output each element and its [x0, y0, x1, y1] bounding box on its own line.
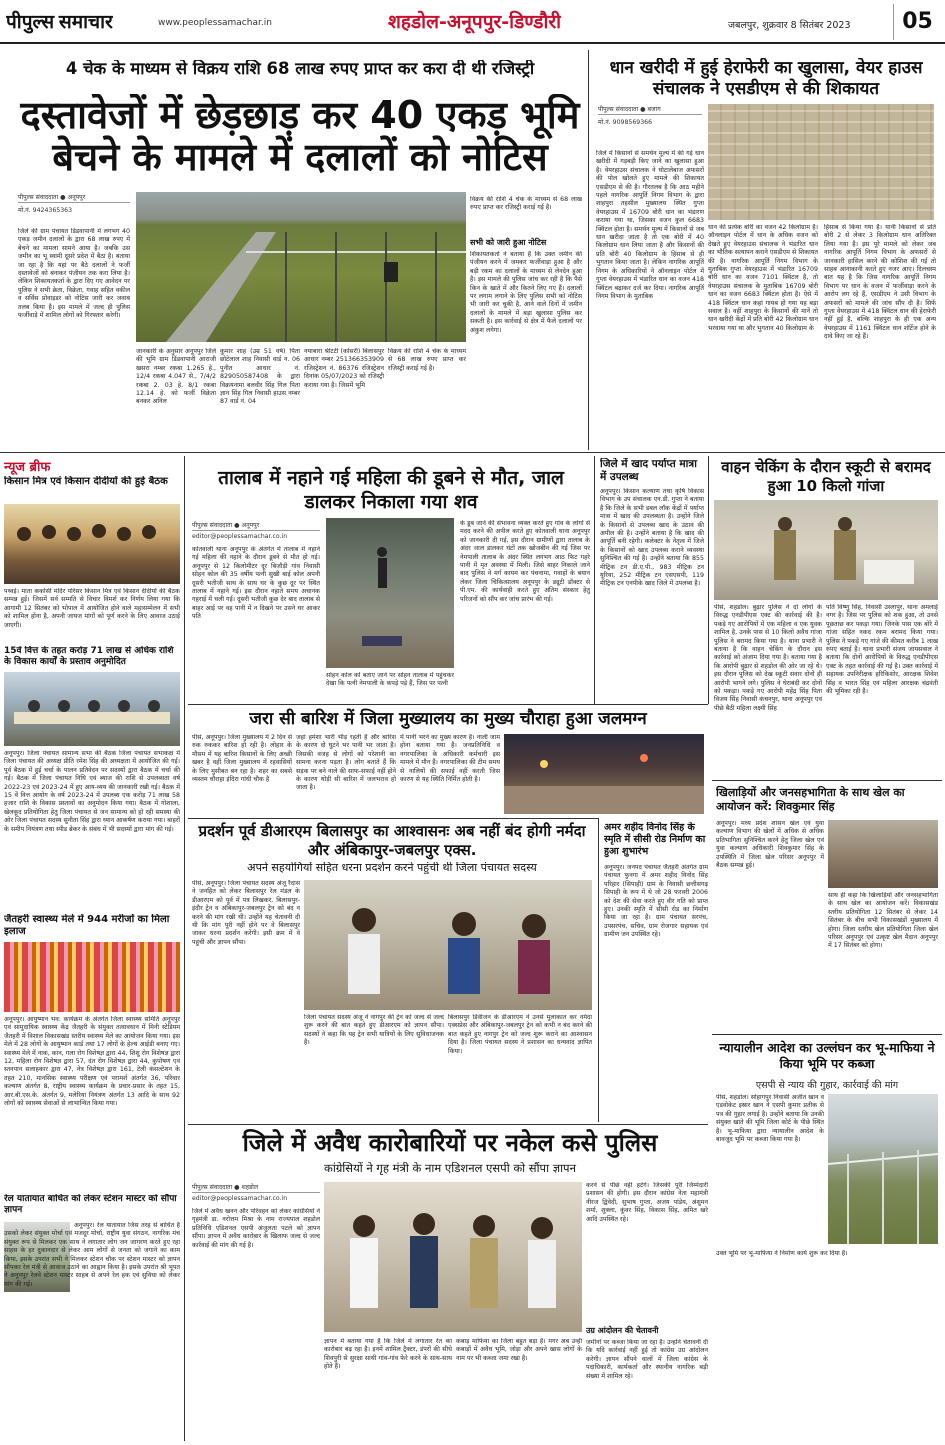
- divider: [0, 452, 945, 453]
- lead-kicker: 4 चेक के माध्यम से विक्रय राशि 68 लाख रुपए प्राप्त कर करा दी थी रजिस्ट्री: [65, 60, 535, 78]
- paddy-col1: जिले में किसानों से समर्थन मूल्य में की गई धान खरीदी में गड़बड़ी किए जाने का खुलासा हुआ है। वेयरहाउस संचालक ने घोटालेबाज अफसरों की पोल खोलते हुए मामले की शिकायत एसडीएम से की है। गौरतलब है कि आठ महीने पहले नागरिक आपूर्ति निगम विभाग के द्वारा शाहपुरा तहसील मुख्यालय स्थित गुप्ता वेयरहाउस में 16709 बोरी धान का भंडारण कराया गया था, जिसका वजन कुल 6683 क्विंटल होता है। समर्थन मूल्य में किसानों से जब धान खरीदा जाता है तो एक बोरी में 40 किलोग्राम धान लिया जाता है और किसानों की प्रति बोरी 40 किलोग्राम के हिसाब से ही भुगतान किया जाता है। लेकिन नागरिक आपूर्ति निगम के अधिकारियों ने ऑनलाइन पोर्टल में गुप्ता वेयरहाउस में भंडारित धान का वजन 418 क्विंटल बढ़ाकर दर्ज कर दिया। नागरिक आपूर्ति निगम विभाग के मुताबिक: [596, 150, 704, 300]
- protest-group-graphic: [304, 880, 592, 1010]
- byline-phone: मो.नं. 9424365363: [18, 207, 73, 214]
- lead-col5-intro: विक्रय की राशि 4 चेक के माध्यम से 68 लाख रुपए प्राप्त कर रजिस्ट्री कराई गई है।: [470, 196, 582, 212]
- brief-item2-text: अनूपपुर। जिला पंचायत सामान्य सभा की बैठक जिला पंचायत सभाकक्ष में जिला पंचायत की अध्यक्ष प्रीति रमेश सिंह की अध्यक्षता में आयोजित की गई। पूर्व बैठक में हुई चर्चा के पालन प्रतिवेदन पर सदस्यों द्वारा बैठक में चर्चा की गई। बैठक में जिला पंचायत निधि एवं ब्याज की राशि से उपलब्धता वर्ष 2022-23 एवं 2023-24 में हुए आय-व्यय की जानकारी रखी गई। बैठक में 15 वें वित्त आयोग के वर्ष 2023-24 में उपलब्ध एक करोड़ 71 लाख 58 हजार राशि के विकास प्रस्तावों का अनुमोदन किया गया। बैठक में गोशाला, खेलकूद प्रतियोगिता हेतु जिला पंचायत से जन सामान्य को हो रही समस्या की ओर जिला पंचायत सदस्य सुनीता सिंह द्वारा ध्यान आकर्षण कराया गया। बाहरों के समीप नियंत्रण तथा स्पीड ब्रेकर के संबंध में भी सदस्यों द्वारा मांग की गई।: [4, 750, 180, 833]
- byline-email: editor@peoplessamachar.co.in: [192, 1195, 288, 1202]
- fenced-plot-graphic: [828, 1094, 938, 1244]
- crime-col2: ज्ञापन में बताया गया है कि जिले में लगातार रेत का कारोबार बढ़ रहा है। इनमें शामिल ट्रैक्टर, डंपरों की सीधे शिवपुरी से सुरक्षा साथी गांव-गांव फेरे करने के साथ-साथ होते हैं।: [324, 1338, 452, 1371]
- meeting-hall-graphic: [4, 672, 180, 746]
- lead-col3: कुमार शाह (उम्र 51 वर्ष) पिता छोटेलाल शाह निवासी वार्ड न. 06 पुनीत आधार नं. 829050587408 के द्वारा विक्रयनामा बलवीर सिंह गिल पिता ज्ञान सिंह गिल निवासी हाउस नम्बर 87 वार्ड नं. 04: [220, 348, 300, 406]
- brief-item1-head: किसान मित्र एवं किसान दीदीयों की हुई बैठक: [4, 476, 168, 487]
- divider: [188, 1124, 708, 1125]
- land-headline: न्यायालीन आदेश का उल्लंघन कर भू-माफिया ने किया भूमि पर कब्जा: [719, 1040, 935, 1071]
- group-people-graphic: [4, 504, 180, 584]
- website: www.peoplessamachar.in: [158, 18, 272, 28]
- ganja-col1: पीसं, शहडोल। बुढ़ार पुलिस ने दो लोगों के विरुद्ध एनडीपीएस एक्ट की कार्रवाई की है। पकड़े गए आरोपियों में एक महिला व एक युवक शामिल है, उनके पास से 10 किलो अवैध गांजा पुलिस ने बरामद किया गया है। थाना प्रभारी ने बताया है कि वाहन चेकिंग के दौरान इस कार्रवाई को अंजाम दिया गया है। बताया गया है कि आरोपी बुढ़ार से शहडोल की ओर जा रहे थे। इस दौरान पुलिस को देख स्कूटी सवार दोनों ही आरोपी भागने लगे। पुलिस ने घेराबंदी कर दोनों को पकड़ा। पकड़े गए आरोपी महेंद्र सिंह पिता विजय सिंह निवासी कंचनपुर, थाना अनूपपुर एवं पीछे बैठी महिला लक्ष्मी सिंह: [714, 604, 822, 712]
- protest-col3: बिलासपुर डिवीजन के डीआरएम ने उनसे मुलाकात कर नर्मदा एक्सप्रेस और अंबिकापुर-जबलपुर ट्रेन को कभी न बंद करने की बात कहते हुए नागपुर ट्रेन को जल्द शुरू कराने का आश्वासन दिया है। जिला पंचायत सदस्य ने प्रशासन का धन्यवाद ज्ञापित किया।: [448, 1014, 592, 1055]
- divider: [594, 456, 595, 704]
- protest-col1: पीसं, अनूपपुर। जिला पंचायत सदस्य अंजू रैदास ने जनहित को लेकर बिलासपुर रेल मंडल के डीआरएम को पूर्व में पत्र लिखकर, बिलासपुर-इंदौर ट्रेन व अंबिकापुर-जबलपुर ट्रेन को बंद न करने की मांग रखी थी। उन्होंने यह चेतावनी दी थी कि मांग पूरी नहीं होने पर वे बिलासपुर जाकर धरना प्रदर्शन करेंगी। इसी क्रम में वे पहुंची और ज्ञापन सौंपा।: [192, 880, 300, 946]
- flood-col3: में पानी भरने का मुख्य कारण है। नाली जाम होना बताया गया है। जनप्रतिनिधि व नगरपालिका के अधिकारी कर्मचारी इस मामले में मौन हैं। नगरपालिका की टीम समय से नालियों की सफाई नहीं करती जिस कारण से यह स्थिति निर्मित होती है।: [400, 734, 500, 784]
- pond-photo: [326, 518, 454, 668]
- lead-photo-land: [136, 192, 466, 342]
- brief-item3-head: जैतहरी स्वास्थ्य मेले में 944 मरीजों का मिला इलाज: [4, 914, 170, 937]
- flood-photo: [504, 734, 704, 814]
- byline-text: पीपुल्स संवाददाता ● अनूपपुर: [18, 192, 130, 203]
- divider: [712, 780, 942, 781]
- land-fence-graphic: [136, 192, 466, 342]
- divider: [188, 704, 708, 705]
- paddy-col2: धान की प्रत्येक बोरी का वजन 42 किलोग्राम है। ऑनलाइन पोर्टल में धान के अधिक वजन को देखते हुए वेयरहाउस संचालक ने भंडारित धान का भौतिक सत्यापन कराने एसडीएम से शिकायत की है। नागरिक आपूर्ति निगम विभाग के मुताबिक गुप्ता वेयरहाउस में भंडारित 16709 बोरी धान का वजन 7101 क्विंटल है, तो वेयरहाउस संचालक के मुताबिक 16709 बोरी धान का वजन 6683 क्विंटल होता है। ऐसे में 418 क्विंटल धान कहां गायब हो गया यह बड़ा सवाल है। वहीं शाहपुरा के किसानों की मानें तो धान खरीदी केंद्रों में प्रति बोरी 42 किलोग्राम धान भरवाया गया था और भुगतान 40 किलोग्राम के: [708, 224, 818, 332]
- pond-byline: [192, 520, 320, 543]
- police-officers-graphic: [714, 500, 938, 600]
- paddy-headline: धान खरीदी में हुई हेराफेरी का खुलासा, वेयर हाउस संचालक ने एसडीएम से की शिकायत: [609, 58, 923, 99]
- pond-caption: सोहन कोल को बताए जाने पर सोहन तालाब में पहुंचकर देखा कि पत्नी नेमपाली के कपड़े पड़े हैं, जिस पर पत्नी: [326, 672, 454, 688]
- byline-email: editor@peoplessamachar.co.in: [192, 533, 288, 540]
- ganja-headline: वाहन चेकिंग के दौरान स्कूटी से बरामद हुआ 10 किलो गांजा: [721, 458, 931, 495]
- protest-photo: [304, 880, 592, 1010]
- divider: [708, 456, 709, 704]
- crime-col1: जिले में अवैध खनन और परिवहन को लेकर कांग्रेसियों ने गृहमंत्री डा. नरोत्तम मिश्रा के नाम राज्यपाल शहडोल प्रतिनिधि एडिशनल एसपी अंजुलता पटले को ज्ञापन सौंपा। ज्ञापन में अवैध कारोबार के खिलाफ जल्द से जल्द कार्रवाई की मांग की गई है।: [192, 1208, 320, 1249]
- paddy-col3: हिसाब से किया गया है। यानी किसानों से प्रति बोरी 2 से लेकर 3 किलोग्राम धान अतिरिक्त लिया गया है। इस पूरे मामले को लेकर जब नागरिक आपूर्ति निगम विभाग के अफसरों से जानकारी हासिल करने की कोशिश की गई तो साहब आनाकानी करते हुए नजर आए। दिलचस्प बात यह है कि जिस नागरिक आपूर्ति निगम विभाग पर धान के वजन में फर्जीवाड़ा करने के आरोप लग रहे हैं, एसडीएम ने उसी विभाग के अफसरों को मामले की जांच सौंप दी है। सिर्फ गुप्ता वेयरहाउस में 418 क्विंटल धान की हेराफेरी नहीं हुई है, बल्कि शाहपुरा के ही एक अन्य वेयरहाउस में 1161 क्विंटल धान शॉर्टेज होने के दावे किए जा रहे हैं।: [824, 224, 936, 341]
- crime-subhead: कांग्रेसियों ने गृह मंत्री के नाम एडिशनल एसपी को सौंपा ज्ञापन: [324, 1162, 576, 1175]
- byline-text: पीपुल्स संवाददाता ● बजाग: [598, 104, 702, 115]
- brief-item3-text: अनूपपुर। आयुष्मान भव: कार्यक्रम के अंतर्गत जिला स्वास्थ्य समिति अनूपपुर एवं सामुदायिक स्वास्थ्य केंद्र जैतहरी के संयुक्त तत्वावधान में मिनी स्टेडियम जैतहरी में विशाल विकासखंड स्तरीय स्वास्थ्य मेले का आयोजन किया गया। इस मेले में 28 लोगों के आयुष्मान कार्ड तथा 17 लोगों के हेल्थ आईडी बनाए गए। स्वास्थ्य मेले में नाक, कान, गला रोग विशेषज्ञ द्वारा 44, शिशु रोग विशेषज्ञ द्वारा 12, महिला रोग विशेषज्ञ द्वारा 57, दंत रोग विशेषज्ञ द्वारा 44, कुपोषण एवं स्तनपान सलाहकार द्वारा 47, नेत्र विशेषज्ञ द्वारा 161, टेली कंसल्टेशन के तहत 210, मानसिक स्वास्थ्य परीक्षण एवं परामर्श अंतर्गत 36, परिवार कल्याण अंतर्गत 8, राष्ट्रीय स्वास्थ्य कार्यक्रम के प्रचार-प्रसार के तहत 15, आर.बी.एस.के. अंतर्गत 9, मलेरिया नियंत्रण अंतर्गत 13 आदि के साथ 92 लोगों को स्वास्थ्य सेवाओं से लाभान्वित किया गया।: [4, 1016, 180, 1108]
- crime-photo: [324, 1182, 582, 1332]
- pond-shore-graphic: [326, 518, 454, 668]
- crime-headline: जिले में अवैध कारोबारियों पर नकेल कसे पुलिस: [242, 1129, 658, 1157]
- protest-col2: जिला पंचायत सदस्य अंजू ने नागपुर की ट्रेन को जल्द से जल्द शुरू करने की बात कहते हुए डीआरएम को ज्ञापन सौंपा। सदस्यों ने कहा कि यह ट्रेन सभी यात्रियों के लिए सुविधाजनक है।: [304, 1014, 444, 1047]
- pond-col2: के डूब जाने की संभावना व्यक्त करते हुए गांव के लोगों से मदद करने की अपील करते हुए कोतवाली थाना अनूपपुर को जानकारी दी गई, इस दौरान ग्रामीणों द्वारा तालाब के अंदर जाल डालकर घंटों तक खोजबीन की गई जिस पर नेमपाली तालाब के अंदर स्थित लगभग आठ फिट गहरे पानी में मृत अवस्था में मिली। जिसे बाहर निकाले जाने बाद पुलिस ने मर्ग कायम कर पंचनामा, गवाहों के बयान लेकर जिला चिकित्सालय अनूपपुर के ड्यूटी डॉक्टर से पी.एम. की कार्यवाही करते हुए अंतिम संस्कार हेतु परिजनों को सौंप कर जांच प्रारंभ की गई।: [460, 520, 590, 603]
- ganja-photo: [714, 500, 938, 600]
- crime-byline: [192, 1182, 320, 1205]
- lead-byline: [18, 192, 130, 217]
- page-date: जबलपुर, शुक्रवार 8 सितंबर 2023: [728, 20, 851, 31]
- masthead: [0, 0, 945, 44]
- ganja-col2: पति विष्णु सिंह, निवासी उस्लापुर, थाना अमलाई नगर है। जिस पर पुलिस को शक हुआ, तो उनसे पूछताछ कर पकड़ा गया। जिनके पास एक बोरे में गांजा सहित नकद रकम बरामद किया गया। पुलिस ने पकड़े गए गांजे की कीमत करीब 1 लाख रुपए बताई है। थाना प्रभारी संजय जायसवाल ने बताया कि दोनों आरोपियों के विरुद्ध एनडीपीएस एक्ट के तहत कार्रवाई की गई है। उक्त कार्रवाई में सहायक उपनिरीक्षक हरिकिशोर, आरक्षक शिवेश सिंह व भारत सिंह एवं महिला आरक्षक चंद्रवंती की भूमिका रही है।: [826, 604, 938, 696]
- brief-item3-photo: [4, 942, 180, 1012]
- fertilizer-headline: जिले में खाद पर्याप्त मात्रा में उपलब्ध: [600, 458, 697, 483]
- flood-col1: पीसं, अनूपपुर। जिला मुख्यालय में 2 दिन से रुक रुककर बारिश हो रही है। लोहार के मौसम में यह बारिश किसानों के लिए अच्छी खबर है वहीं जिला मुख्यालय में रहवासियों के लिए मुसीबत बन रहा है। शहर का सबसे व्यस्तम चौराहा इंदिरा गांधी चौक है: [192, 734, 292, 784]
- divider: [588, 50, 589, 450]
- brief-item4-head: रेल यातायात बाधित को लेकर स्टेशन मास्टर को सौंपा ज्ञापन: [4, 1194, 177, 1215]
- lead-col1: जिले की ग्राम पंचायत डिंडवापानी में लगभग 40 एकड़ जमीन दलालों के द्वारा 68 लाख रुपए में बेचने का मामला सामने आया है। जबकि उस जमीन का भू स्वामी दूसरे प्रदेश में बैठा है। बताया जा रहा है कि यहां पर बैठे दलालों ने फर्जी दस्तावेजों को बनाकर पंजीयन तक करा लिया है। लेकिन शिकायतकर्ता के द्वारा दिए गए आवेदन पर पुलिस ने सभी क्रेता, विक्रेता, गवाह सहित वकील व सर्विस प्रोवाइडर को नोटिस जारी कर जवाब तलब किया है। इस मामले में जल्द ही पुलिस फर्जीवाड़े में शामिल लोगों को गिरफ्तार करेगी।: [18, 228, 130, 320]
- pond-col1: कोतवाली थाना अनूपपुर के अंतर्गत में तालाब में नहाने गई महिला की नहाने के दौरान डूबने से मौत हो गई। अनूपपुर से 12 किलोमीटर दूर बिजौड़ी गांव निवासी सोहन कोल की 35 वर्षीय पत्नी सुखी बाई कोल अपनी दूसरी भतीजी साथ के साथ घर के कुछ दूर पर स्थित तालाब में नहाने गई। इस दौरान नहाते समय अचानक गहराई में चली गई। दूसरी भतीजी कुछ देर बाद तालाब से बाहर आई पर वह पानी में न दिखने पर उसने घर आकर पति: [192, 546, 320, 621]
- lead-col4: नयाबारा श्रीटर्टी (कोसरी) बिलासपुर आधार नम्बर 251366353909 रजिस्ट्रेशन नं. 86376 रजिस्ट्रेशन दिनांक 05/07/2023 को रजिस्ट्री कराया गया है। जिसमें भूमि: [304, 348, 384, 389]
- brief-item1-text: पथ्वई। माता कर्कासी मंदिर परिसर किसान मित्र एवं किसान दीदीयों की बैठक सम्पन्न हुई। जिसमें सर्व सम्मति से विचार विमर्श कर निर्णय लिया गया कि आगामी 12 सितंबर को भोपाल में आयोजित होने वाले महासम्मेलन में सभी को शामिल होना है, अपनी जायज मांगों को पूर्ण करने के लिए आवाज उठाई जाएगी।: [4, 588, 180, 629]
- divider: [184, 456, 185, 1441]
- sports-col2: साथ ही कहा कि खिलाड़ियों और जनसहभागिता के साथ खेल का आयोजन करें। विकासखंड स्तरीय प्रतियोगिता 12 सितंबर से लेकर 14 सितंबर के बीच सभी विकासखंडों मुख्यालय में होगा। जिला स्तरीय खेल प्रतियोगिता जिला खेल परिसर अनूपपुर एवं उत्कृष्ट खेल मैदान अनूपपुर में 17 सितंबर को होगा।: [828, 892, 938, 950]
- divider: [712, 1034, 942, 1035]
- brief-item2-head: 15वें वित्त के तहत करोड़ 71 लाख से अधिक राशि के विकास कार्यों के प्रस्ताव अनुमोदित: [4, 646, 174, 667]
- sports-headline: खिलाड़ियों और जनसहभागिता के साथ खेल का आयोजन करें: शिवकुमार सिंह: [716, 786, 905, 813]
- fertilizer-text: अनूपपुर। किसान कल्याण तथा कृषि विकास विभाग के उप संचालक एन.डी. गुप्ता ने बताया है कि जिले के सभी डबल लॉक केंद्रों में पर्याप्त मात्रा में खाद की उपलब्धता है। उन्होंने जिले के किसानों से उपलब्ध खाद के उठाव की अपील की है। उन्होंने बताया है कि खाद की आपूर्ति बनी रहेगी। कलेक्टर के नेतृत्व में जिले के किसानों को खाद उपलब्ध कराने व्यवस्था सुनिश्चित की गई है। उन्होंने बताया कि 855 मीट्रिक टन डी.ए.पी., 983 मीट्रिक टन यूरिया, 252 मीट्रिक टन एसएसपी, 119 मीट्रिक टन एनपीके खाद जिले में उपलब्ध है।: [600, 488, 704, 588]
- sports-col1: अनूपपुर। मध्य प्रदेश शासन खेल एवं युवा कल्याण विभाग की खेलों में अधिक से अधिक प्रतिभागिता सुनिश्चित करने हेतु जिला खेल एवं युवा कल्याण अधिकारी शिवकुमार सिंह के उपस्थिति में जिला खेल परिसर अनूपपुर में बैठक सम्पन्न हुई।: [716, 820, 824, 870]
- land-text: पीसं, शहडोल। सोहागपुर निवासी अजीत खान व एडवोकेट इस्रार खान ने एसपी कुमार प्रतीक से पत्र की गुहार लगाई है। उन्होंने बताया कि उनकी संयुक्त खाते की भूमि जिला कोर्ट के पीछे स्थित है। भू-माफिया द्वारा न्यायालीन आदेश के बावजूद भूमि पर कब्जा किया गया है।: [716, 1094, 824, 1144]
- lead-col4b: विक्रय की राशि 4 चेक के माध्यम से 68 लाख रुपए प्राप्त कर रजिस्ट्री कराई गई है।: [388, 348, 466, 372]
- brief-item4-text: अनूपपुर। रेल यातायात जिस तरह से बाधित है उसको लेकर संयुक्त मोर्चा एवं मजदूर मोर्चा, राष्ट्रीय युवा संगठन, नागरिक मंच संयुक्त रूप से मिलकर एक साथ ने लगातार लोग जन जागरण करते हुए रहा साहस के हर दुकानदार से लेकर आम लोगों से जनता को जगाने का काम किया, इसके उपरांत सभी ने मिलकर स्टेशन चौक पर स्टेशन मास्टर को ज्ञापन सौंपकर रेल मंत्री से आवाज उठाने का आह्वान किया है। इसके उपरांत श्री भूपत ने अनूपपुर रेलवे स्टेशन मास्टर साहब से अपने रेल हक एवं सुविधा को लेकर मांग की गई।: [4, 1222, 180, 1288]
- flood-col2: जहां हमेशा भारी भीड़ रहती है और बारिश के कारण दो घुटने भर पानी भर जाता है। जिसकी वजह से लोगों को परेशानी का सामना करना पड़ता है। लोग बताते हैं कि सड़क पर बने नाले की साफ-सफाई नहीं होने के कारण थोड़ी सी बारिश में जलभराव हो जाता है।: [296, 734, 396, 792]
- warehouse-sacks: [708, 104, 934, 220]
- protest-headline: प्रदर्शन पूर्व डीआरएम बिलासपुर का आश्वासनः अब नहीं बंद होगी नर्मदा और अंबिकापुर-जबलपुर एक्स.: [198, 822, 586, 859]
- news-brief-label: न्यूज ब्रीफ: [4, 460, 51, 475]
- crime-col4-subhead: उग्र आंदोलन की चेतावनी: [586, 1326, 659, 1335]
- paddy-photo-warehouse: [708, 104, 934, 220]
- divider: [188, 818, 598, 819]
- paddy-byline: [598, 104, 702, 129]
- flooded-street-graphic: [504, 734, 704, 814]
- region-title: शहडोल-अनूपपुर-डिण्डौरी: [388, 11, 562, 33]
- byline-text: पीपुल्स संवाददाता ● अनूपपुर: [192, 520, 320, 531]
- land-caption: उक्त भूमि पर भू-माफिया ने निर्माण कार्य शुरू कर दिया है।: [716, 1250, 848, 1257]
- byline-text: पीपुल्स संवाददाता ● शहडोल: [192, 1182, 320, 1193]
- page-number: 05: [893, 4, 941, 40]
- road-headline: अमर शहीद विनोद सिंह के स्मृति में सीसी रोड निर्माण का हुआ शुभारंभ: [604, 822, 706, 857]
- lead-col2: जानकारी के अनुसार अनूपपुर जिले की भूमि ग्राम डिंडवापानी आराजी खसरा नम्बर रकबा 1.265 हे., 12/4 रकबा 4.047 से., 7/4/2 रकबा 2. 03 हे. 8/1 रकबा 12.14 हे. को फर्जी विक्रेता बनकर अनिल: [136, 348, 216, 406]
- land-subhead: एसपी से न्याय की गुहार, कार्रवाई की मांग: [755, 1080, 899, 1091]
- crime-col3: कबाड़ माफिया का जिला बहुत बड़ा है। मगर अब उन्हीं कबाड़ों में अवैध भूमि, जोड़ा और अपने खास लोगों के नाम पर भी कब्जा जमा रखा है।: [456, 1338, 582, 1362]
- congress-delegation-graphic: [324, 1182, 582, 1332]
- crime-col4: [586, 1182, 708, 1440]
- crime-col5: करने से पीछे नहीं हटेंगे। जिसकी पूरी जिम्मेदारी प्रशासन की होगी। इस दौरान कांग्रेस नेता महामंत्री नीरज द्विवेदी, सुभाष गुप्ता, अजय पांडेय, अंशुमन शर्मा, शुक्ला, कुंवर सिंह, विकास सिंह, अमित खरे आदि उपस्थित रहे।: [586, 1182, 708, 1223]
- brief-item1-photo: [4, 504, 180, 584]
- sports-photo: [828, 820, 938, 888]
- lead-headline: दस्तावेजों में छेड़छाड़ कर 40 एकड़ भूमि बेचने के मामले में दलालों को नोटिस: [20, 94, 580, 178]
- road-text: अनूपपुर। जनपद पंचायत जैतहरी अंतर्गत ग्राम पंचायत फुनगा में अमर शहीद विनोद सिंह परिहार (सिपाही) ग्राम के निवासी छत्तीसगढ़ सिपाही के रूप में थे जो 28 फरवरी 2006 को देश की सेवा करते हुए वीर गति को प्राप्त हुए। उनकी स्मृति में सीसी रोड का निर्माण किया जा रहा है। ग्राम पंचायत सरपंच, उपसरपंच, सचिव, ग्राम रोजगार सहायक एवं ग्रामीण जन उपस्थित रहे।: [604, 864, 708, 939]
- lead-col5-subhead: सभी को जारी हुआ नोटिस: [470, 238, 547, 247]
- lead-col5: [470, 196, 582, 420]
- brand-logo: पीपुल्स समाचार: [6, 12, 113, 33]
- divider: [598, 818, 599, 1122]
- crime-col4-body: जमीनों पर कब्जा किया जा रहा है। उन्होंने चेतावनी दी कि यदि कार्रवाई नहीं हुई तो कांग्रेस उग्र आंदोलन करेगी। ज्ञापन सौंपने वालों में जिला कांग्रेस के पदाधिकारी, कार्यकर्ता और स्थानीय नागरिक बड़ी संख्या में शामिल रहे।: [586, 1339, 708, 1380]
- brief-item2-photo: [4, 672, 180, 746]
- byline-phone: मो.नं. 9098569366: [598, 119, 653, 126]
- lead-col5-body: शिकायतकर्ता ने बताया है कि उक्त जमीन की पंजीयन करने में जमकर फर्जीवाड़ा हुआ है और बड़ी रकम का दलालों के माध्यम से लेनदेन हुआ है। इस मामले की पुलिस जांच कर रही है कि पैसे किन के खाते में और कितने लिए गए हैं। दलालों पर लगाम लगाने के लिए पुलिस सभी को नोटिस भी जारी कर चुकी है, आने वाले दिनों में जमीन दलालों के मामले में बड़ा खुलासा पुलिस कर सकती है। इस कार्रवाई से क्षेत्र में फैले दलालों पर अंकुश लगेगा।: [470, 251, 582, 334]
- land-photo: [828, 1094, 938, 1244]
- pond-headline: तालाब में नहाने गई महिला की डूबने से मौत, जाल डालकर निकाला गया शव: [218, 467, 564, 513]
- flood-headline: जरा सी बारिश में जिला मुख्यालय का मुख्य चौराहा हुआ जलमग्न: [249, 709, 647, 729]
- protest-subhead: अपने सहयोगियों सहित धरना प्रदर्शन करने पहुंची थी जिला पंचायत सदस्य: [247, 862, 537, 874]
